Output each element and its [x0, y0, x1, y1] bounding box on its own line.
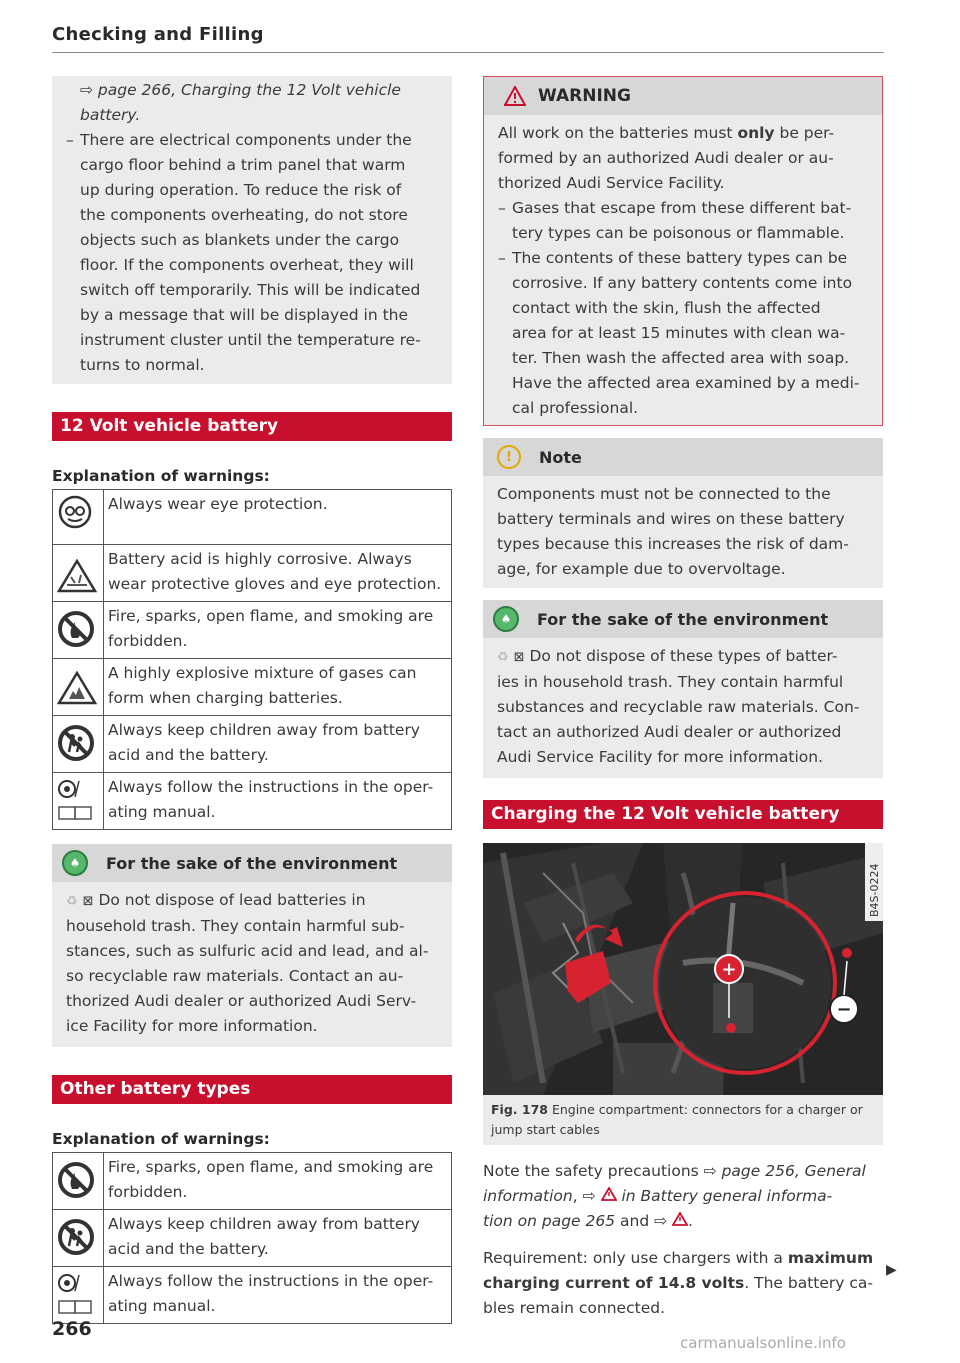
table-row: Always follow the instructions in the oper- ating manual.: [53, 773, 452, 830]
warning-box: WARNING All work on the batteries must only be per- formed by an authorized Audi dealer or au- thorized Audi Service Facility. – Gases that escape from these different bat- tery types can be poisonous or flammable. – The contents of these battery types can be corrosive. If any battery contents come into contact with the skin, flush the affected area for at least 15 minutes with clean wa- ter. Then wash the affected area with soap. Have the affected area examined by a medi- cal professional.: [483, 76, 883, 426]
warnings-table: [52, 1152, 452, 1324]
subheading: Explanation of warnings:: [52, 1130, 270, 1148]
engine-illustration: [483, 843, 883, 1095]
bullet-text: There are electrical components under the cargo floor behind a trim panel that warm up during operation. To reduce the risk of the components overheating, do not store objects such as blankets under the cargo floor. If the components overheat, they will switch off temporarily. This will be indicated by a message that will be displayed in the instrument cluster until the temperature re- turns to normal.: [80, 131, 421, 374]
table-row: Fire, sparks, open flame, and smoking are forbidden.: [53, 602, 452, 659]
page-reference[interactable]: ⇨ page 266, Charging the 12 Volt vehicle battery.: [80, 81, 401, 124]
negative-terminal-label: −: [836, 999, 852, 1020]
keep-children-away-icon: [57, 1218, 95, 1256]
table-row: A highly explosive mixture of gases can form when charging batteries.: [53, 659, 452, 716]
section-heading: Charging the 12 Volt vehicle battery: [483, 800, 883, 829]
engine-compartment-figure: [483, 843, 883, 1095]
warning-triangle-icon[interactable]: [672, 1212, 688, 1226]
environment-box: ♠ For the sake of the environment ♻ ⊠ Do not dispose of these types of batter- ies in household trash. They contain harmful substances and recyclable raw materials. Con- tact an authorized Audi dealer or authorized Audi Service Facility for more information.: [483, 600, 883, 778]
page-header-title: Checking and Filling: [52, 24, 264, 45]
recycling-icon: ♻: [66, 894, 78, 909]
page-link[interactable]: information: [483, 1187, 573, 1205]
environment-icon: ♠: [62, 850, 88, 876]
table-row: Battery acid is highly corrosive. Always wear protective gloves and eye protection.: [53, 545, 452, 602]
environment-box: ♠ For the sake of the environment ♻ ⊠ Do not dispose of lead batteries in household trash. They contain harmful sub- stances, such as sulfuric acid and lead, and al- so recyclable raw materials. Contact an au- thorized Audi dealer or authorized Audi Serv- ice Facility for more information.: [52, 844, 452, 1047]
warning-triangle-icon[interactable]: [601, 1187, 617, 1201]
table-row: Always follow the instructions in the oper- ating manual.: [53, 1267, 452, 1324]
warnings-table: [52, 489, 452, 830]
positive-terminal-label: +: [721, 959, 737, 980]
environment-icon: ♠: [493, 606, 519, 632]
bullet-item: – There are electrical components under the cargo floor behind a trim panel that warm up during operation. To reduce the risk of the components overheating, do not store objects such as blankets under the cargo floor. If the components overheat, they will switch off temporarily. This will be indicated by a message that will be displayed in the instrument cluster until the temperature re- turns to normal.: [66, 128, 442, 378]
no-fire-icon: [57, 1161, 95, 1199]
watermark: carmanualsonline.info: [680, 1334, 846, 1352]
table-row: Fire, sparks, open flame, and smoking are forbidden.: [53, 1153, 452, 1210]
section-heading: Other battery types: [52, 1075, 452, 1104]
keep-children-away-icon: [57, 724, 95, 762]
no-fire-icon: [57, 610, 95, 648]
left-column: [52, 76, 452, 1324]
header-divider: [52, 52, 884, 53]
subheading: Explanation of warnings:: [52, 467, 270, 485]
section-heading: 12 Volt vehicle battery: [52, 412, 452, 441]
page-link[interactable]: page 256, General: [721, 1162, 866, 1180]
page-number: 266: [52, 1318, 92, 1340]
right-column: [483, 76, 883, 1321]
eye-protection-icon: [57, 494, 93, 530]
table-row: Always keep children away from battery acid and the battery.: [53, 716, 452, 773]
table-row: Always keep children away from battery acid and the battery.: [53, 1210, 452, 1267]
crossed-bin-icon: ⊠: [513, 650, 525, 665]
continue-arrow-icon: ▶: [886, 1262, 897, 1278]
page-link[interactable]: tion on page 265: [483, 1212, 616, 1230]
figure-caption: Fig. 178 Engine compartment: connectors for a charger or jump start cables: [483, 1095, 883, 1145]
note-box: ! Note Components must not be connected to the battery terminals and wires on these battery types because this increases the risk of dam- age, for example due to overvoltage.: [483, 438, 883, 588]
table-row: Always wear eye protection.: [53, 490, 452, 545]
explosive-warning-icon: [57, 671, 97, 705]
corrosive-warning-icon: [57, 559, 97, 593]
figure-code: B4S-0224: [868, 863, 881, 917]
manual-icon: [57, 1273, 99, 1315]
safety-paragraph: Note the safety precautions ⇨ page 256, General information, ⇨ in Battery general informa- tion on page 265 and ⇨ .: [483, 1162, 866, 1230]
crossed-bin-icon: ⊠: [82, 894, 94, 909]
requirement-paragraph: Requirement: only use chargers with a maximum charging current of 14.8 volts. The battery ca- bles remain connected.: [483, 1249, 874, 1317]
bullet-item: – Gases that escape from these different bat- tery types can be poisonous or flammable.: [498, 199, 852, 242]
intro-box: [52, 76, 452, 384]
manual-icon: [57, 779, 99, 821]
info-icon: !: [497, 445, 521, 469]
recycling-icon: ♻: [497, 650, 509, 665]
warning-triangle-icon: [504, 86, 526, 106]
bullet-item: – The contents of these battery types can be corrosive. If any battery contents come into contact with the skin, flush the affected area for at least 15 minutes with clean wa- ter. Then wash the affected area with soap. Have the affected area examined by a medi- cal professional.: [498, 249, 860, 417]
